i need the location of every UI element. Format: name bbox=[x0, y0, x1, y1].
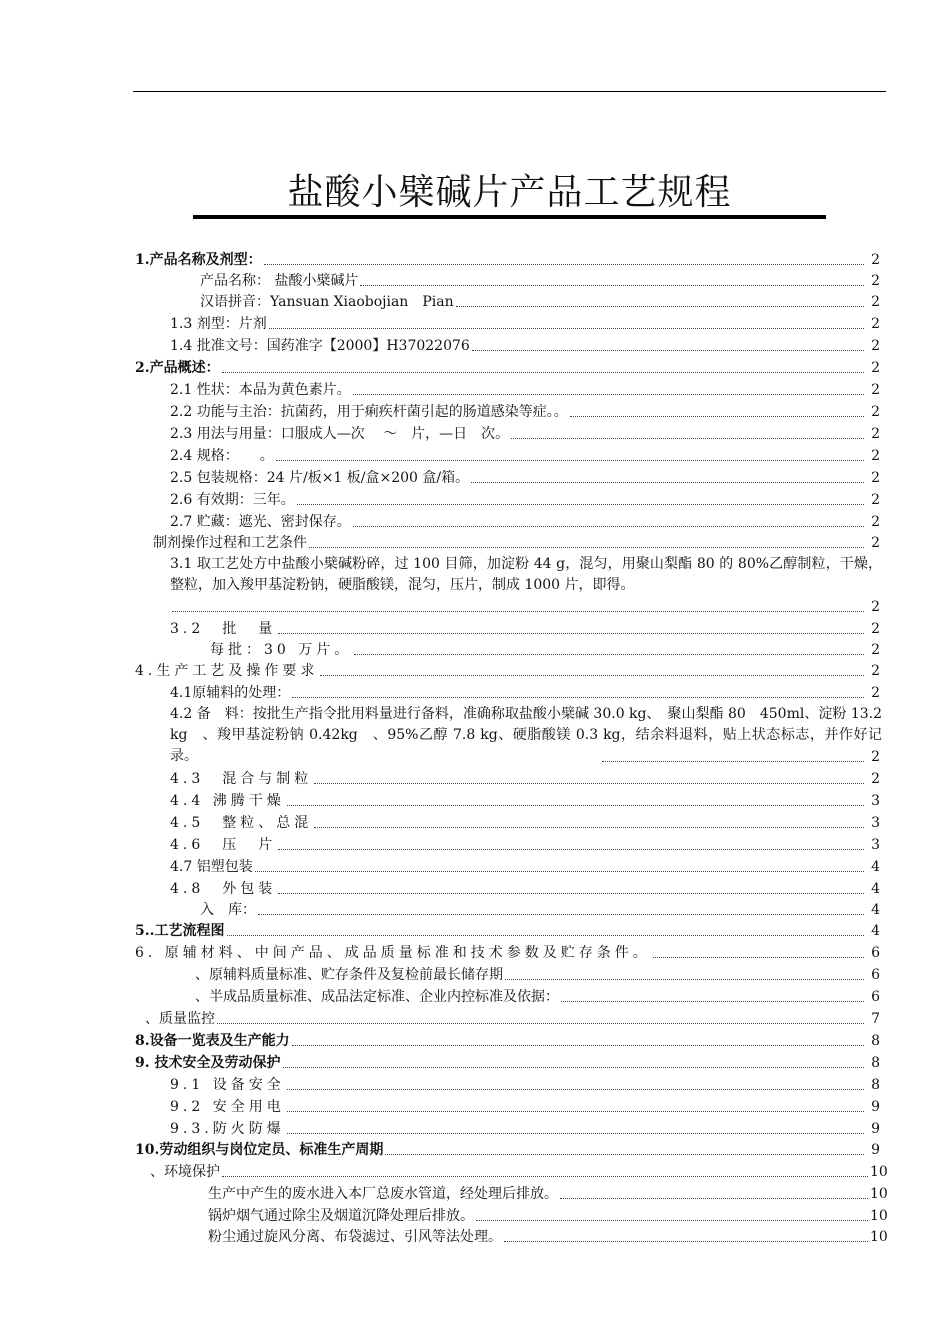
toc-leader bbox=[287, 805, 864, 806]
toc-entry: 2.7 贮藏：遮光、密封保存。 2 bbox=[170, 514, 880, 530]
toc-entry: 2.4 规格： 。 2 bbox=[170, 448, 880, 464]
toc-leader bbox=[560, 1198, 868, 1199]
toc-leader bbox=[320, 675, 864, 676]
toc-leader bbox=[276, 460, 864, 461]
toc-entry: 锅炉烟气通过除尘及烟道沉降处理后排放。 10 bbox=[208, 1208, 888, 1224]
toc-leader bbox=[314, 827, 864, 828]
toc-entry: 粉尘通过旋风分离、布袋滤过、引风等法处理。 10 bbox=[208, 1229, 888, 1245]
toc-entry: 1.4 批准文号：国药准字【2000】H37022076 2 bbox=[170, 338, 880, 354]
toc-entry: 2.6 有效期：三年。 2 bbox=[170, 492, 880, 508]
toc-entry: 2.5 包装规格：24 片/板×1 板/盒×200 盒/箱。 2 bbox=[170, 470, 880, 486]
toc-leader bbox=[385, 1154, 864, 1155]
toc-entry: 4.1原辅料的处理： 2 bbox=[170, 685, 880, 701]
toc-entry: 、半成品质量标准、成品法定标准、企业内控标准及依据： 6 bbox=[195, 989, 880, 1005]
toc-leader bbox=[314, 783, 864, 784]
toc-entry: 2 bbox=[600, 747, 880, 767]
toc-entry: 9.2 安全用电 9 bbox=[170, 1099, 880, 1115]
toc-leader bbox=[602, 761, 864, 762]
toc-leader bbox=[217, 1023, 864, 1024]
toc-leader bbox=[172, 611, 864, 612]
toc-leader bbox=[354, 654, 864, 655]
toc-entry: 1.产品名称及剂型： 2 bbox=[135, 252, 880, 268]
toc-leader bbox=[292, 697, 864, 698]
toc-leader bbox=[264, 264, 864, 265]
toc-leader bbox=[255, 871, 864, 872]
toc-entry: 9. 技术安全及劳动保护 8 bbox=[135, 1055, 880, 1071]
toc-leader bbox=[278, 633, 864, 634]
toc-entry: 4.4 沸腾干燥 3 bbox=[170, 793, 880, 809]
toc-entry: 每批：30 万片。 2 bbox=[210, 642, 880, 658]
toc-entry: 、环境保护 10 bbox=[150, 1164, 888, 1180]
toc-leader bbox=[471, 482, 864, 483]
toc-leader bbox=[222, 1176, 868, 1177]
toc-entry: 4.8 外包装 4 bbox=[170, 881, 880, 897]
toc-entry-paragraph: 4.2 备 料：按批生产指令批用料量进行备料，准确称取盐酸小檗碱 30.0 kg、 聚山梨酯 80 450ml、淀粉 13.2 kg 、羧甲基淀粉钠 0.42kg 、95%乙醇 7.8 kg、硬脂酸镁 0.3 kg，结余料退料，贴上状态标志，并作好记录。 bbox=[170, 706, 882, 764]
toc-leader bbox=[269, 328, 864, 329]
toc-leader bbox=[360, 285, 864, 286]
toc-entry: 4.3 混合与制粒 2 bbox=[170, 771, 880, 787]
toc-entry: 生产中产生的废水进入本厂总废水管道，经处理后排放。 10 bbox=[208, 1186, 888, 1202]
toc-entry: 2.2 功能与主治：抗菌药，用于痢疾杆菌引起的肠道感染等症。。 2 bbox=[170, 404, 880, 420]
toc-leader bbox=[472, 350, 864, 351]
toc-leader bbox=[505, 979, 864, 980]
toc-leader bbox=[292, 1045, 864, 1046]
toc-entry: 4.6 压 片 3 bbox=[170, 837, 880, 853]
toc-entry: 4.7 铝塑包装 4 bbox=[170, 859, 880, 875]
toc-entry: 产品名称： 盐酸小檗碱片 2 bbox=[200, 273, 880, 289]
title-underline bbox=[193, 215, 826, 219]
toc-entry: 9.1 设备安全 8 bbox=[170, 1077, 880, 1093]
toc-leader bbox=[309, 547, 864, 548]
toc-leader bbox=[283, 1067, 865, 1068]
toc-leader bbox=[353, 394, 864, 395]
toc-entry: 4.5 整粒、总混 3 bbox=[170, 815, 880, 831]
toc-leader bbox=[476, 1220, 868, 1221]
toc-leader bbox=[353, 526, 864, 527]
document-title: 盐酸小檗碱片产品工艺规程 bbox=[287, 172, 732, 214]
toc-entry: 2.1 性状：本品为黄色素片。 2 bbox=[170, 382, 880, 398]
toc-entry: 、原辅料质量标准、贮存条件及复检前最长储存期 6 bbox=[195, 967, 880, 983]
toc-entry: 汉语拼音：Yansuan Xiaobojian Pian 2 bbox=[200, 294, 880, 310]
toc-entry: 4.生产工艺及操作要求 2 bbox=[135, 663, 880, 679]
toc-leader bbox=[287, 1089, 864, 1090]
toc-leader bbox=[227, 935, 865, 936]
toc-leader bbox=[297, 504, 864, 505]
toc-leader bbox=[278, 849, 864, 850]
toc-leader bbox=[278, 893, 864, 894]
toc-leader bbox=[258, 914, 864, 915]
toc-leader bbox=[561, 1001, 864, 1002]
toc-entry: 6. 原辅材料、中间产品、成品质量标准和技术参数及贮存条件。 6 bbox=[135, 945, 880, 961]
toc-leader bbox=[511, 438, 864, 439]
toc-leader bbox=[287, 1133, 864, 1134]
toc-entry: 2.产品概述： 2 bbox=[135, 360, 880, 376]
toc-entry: 2 bbox=[170, 597, 880, 617]
toc-leader bbox=[222, 372, 864, 373]
toc-leader bbox=[570, 416, 864, 417]
toc-entry: 入 库： 4 bbox=[200, 902, 880, 918]
toc-entry: 10.劳动组织与岗位定员、标准生产周期 9 bbox=[135, 1142, 880, 1158]
toc-entry: 8.设备一览表及生产能力 8 bbox=[135, 1033, 880, 1049]
toc-leader bbox=[504, 1241, 868, 1242]
toc-entry-paragraph: 3.1 取工艺处方中盐酸小檗碱粉碎，过 100 目筛，加淀粉 44 g，混匀，用聚山梨酯 80 的 80%乙醇制粒，干燥，整粒，加入羧甲基淀粉钠，硬脂酸镁，混匀，压片，制成 1000 片，即得。 bbox=[170, 556, 882, 593]
toc-entry: 1.3 剂型：片剂 2 bbox=[170, 316, 880, 332]
toc-entry: 9.3.防火防爆 9 bbox=[170, 1121, 880, 1137]
toc-leader bbox=[653, 957, 864, 958]
toc-entry: 2.3 用法与用量：口服成人—次 ～ 片，—日 次。 2 bbox=[170, 426, 880, 442]
toc-entry: 3.2 批 量 2 bbox=[170, 621, 880, 637]
header-rule bbox=[133, 91, 886, 92]
toc-entry: 、质量监控 7 bbox=[145, 1011, 880, 1027]
toc-entry: 5..工艺流程图 4 bbox=[135, 923, 880, 939]
toc-entry: 制剂操作过程和工艺条件 2 bbox=[153, 535, 880, 551]
toc-leader bbox=[287, 1111, 864, 1112]
toc-leader bbox=[456, 306, 864, 307]
